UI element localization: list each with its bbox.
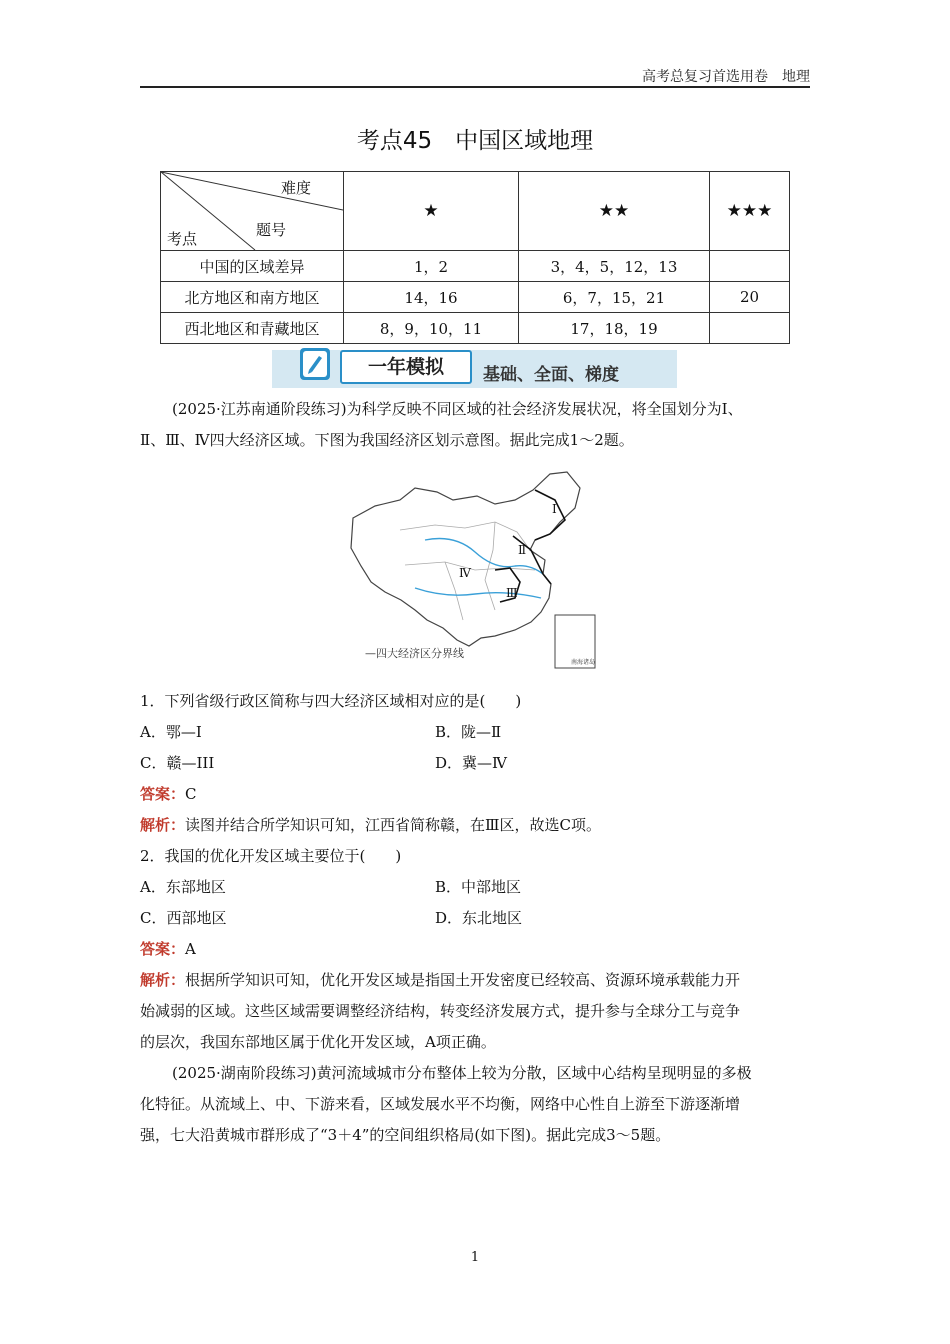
section-banner [272, 350, 677, 388]
answer-value: A [185, 940, 196, 958]
q1-option-b: B．陇—Ⅱ [435, 723, 502, 741]
corner-label-question: 题号 [256, 221, 287, 239]
difficulty-table [160, 171, 790, 344]
region-label-2: Ⅱ [518, 543, 527, 557]
table-row [161, 313, 790, 344]
cell: 3，4，5，12，13 [519, 251, 710, 282]
analysis-text: 读图并结合所学知识可知，江西省简称赣，在Ⅲ区，故选C项。 [185, 816, 601, 834]
region-label-3: Ⅲ [506, 586, 518, 600]
q2-option-c: C．西部地区 [140, 909, 227, 927]
cell: 1，2 [344, 251, 519, 282]
q2-analysis-line-1 [140, 969, 740, 990]
page-number: 1 [470, 1250, 480, 1265]
cell: 8，9，10，11 [344, 313, 519, 344]
header-rule [140, 86, 810, 88]
q2-option-b: B．中部地区 [435, 878, 522, 896]
corner-label-topic: 考点 [167, 230, 198, 248]
analysis-text: 根据所学知识可知，优化开发区域是指国土开发密度已经较高、资源环境承载能力开 [185, 971, 741, 989]
china-economic-regions-map [345, 470, 600, 670]
answer-value: C [185, 785, 197, 803]
pencil-icon [300, 348, 330, 380]
intro-paragraph-2-line-1: (2025·湖南阶段练习)黄河流域城市分布整体上较为分散，区域中心结构呈现明显的多极 [172, 1064, 752, 1082]
level-three-star: ★★★ [710, 172, 790, 251]
map-legend: —四大经济区分界线 [365, 647, 464, 660]
running-header: 高考总复习首选用卷 地理 [642, 69, 810, 85]
q2-option-a: A．东部地区 [140, 878, 226, 896]
cell: 20 [710, 282, 790, 313]
intro-paragraph-1-line-1: (2025·江苏南通阶段练习)为科学反映不同区域的社会经济发展状况，将全国划分为Ⅰ、 [172, 400, 743, 418]
q1-option-d: D．冀—Ⅳ [435, 754, 508, 772]
answer-label: 答案： [140, 785, 186, 803]
q1-option-c: C．赣—III [140, 754, 215, 772]
banner-title: 一年模拟 [340, 350, 472, 384]
region-label-4: Ⅳ [459, 566, 471, 580]
topic-cell: 中国的区域差异 [161, 251, 344, 282]
topic-cell: 西北地区和青藏地区 [161, 313, 344, 344]
q2-analysis-line-3: 的层次，我国东部地区属于优化开发区域，A项正确。 [140, 1033, 496, 1051]
q1-option-a: A．鄂—Ⅰ [140, 723, 202, 741]
cell [710, 313, 790, 344]
south-china-sea-inset-label: 南海诸岛 [571, 659, 596, 666]
analysis-label: 解析： [140, 816, 186, 834]
level-two-star: ★★ [519, 172, 710, 251]
analysis-label: 解析： [140, 971, 186, 989]
q1-answer [140, 783, 197, 804]
corner-label-difficulty: 难度 [280, 179, 311, 197]
map-drawing [345, 470, 600, 670]
cell: 14，16 [344, 282, 519, 313]
table-header-row [161, 172, 790, 251]
intro-paragraph-1-line-2: Ⅱ、Ⅲ、Ⅳ四大经济区域。下图为我国经济区划示意图。据此完成1～2题。 [140, 431, 634, 449]
answer-label: 答案： [140, 940, 186, 958]
intro-paragraph-2-line-2: 化特征。从流域上、中、下游来看，区域发展水平不均衡，网络中心性自上游至下游逐渐增 [140, 1095, 741, 1113]
table-row [161, 251, 790, 282]
q2-answer [140, 938, 196, 959]
intro-paragraph-2-line-3: 强，七大沿黄城市群形成了“3＋4”的空间组织格局(如下图)。据此完成3～5题。 [140, 1126, 671, 1144]
q1-stem: 1．下列省级行政区简称与四大经济区域相对应的是( ) [140, 692, 522, 710]
q2-stem: 2．我国的优化开发区域主要位于( ) [140, 847, 402, 865]
page-title: 考点45 中国区域地理 [356, 128, 594, 154]
region-label-1: Ⅰ [552, 502, 557, 516]
topic-cell: 北方地区和南方地区 [161, 282, 344, 313]
table-row [161, 282, 790, 313]
cell [710, 251, 790, 282]
table-corner-cell [161, 172, 344, 251]
cell: 17，18，19 [519, 313, 710, 344]
q2-analysis-line-2: 始减弱的区域。这些区域需要调整经济结构，转变经济发展方式，提升参与全球分工与竞争 [140, 1002, 741, 1020]
level-one-star: ★ [344, 172, 519, 251]
cell: 6，7，15，21 [519, 282, 710, 313]
q2-option-d: D．东北地区 [435, 909, 523, 927]
q1-analysis [140, 814, 601, 835]
banner-subtitle: 基础、全面、梯度 [483, 365, 619, 385]
